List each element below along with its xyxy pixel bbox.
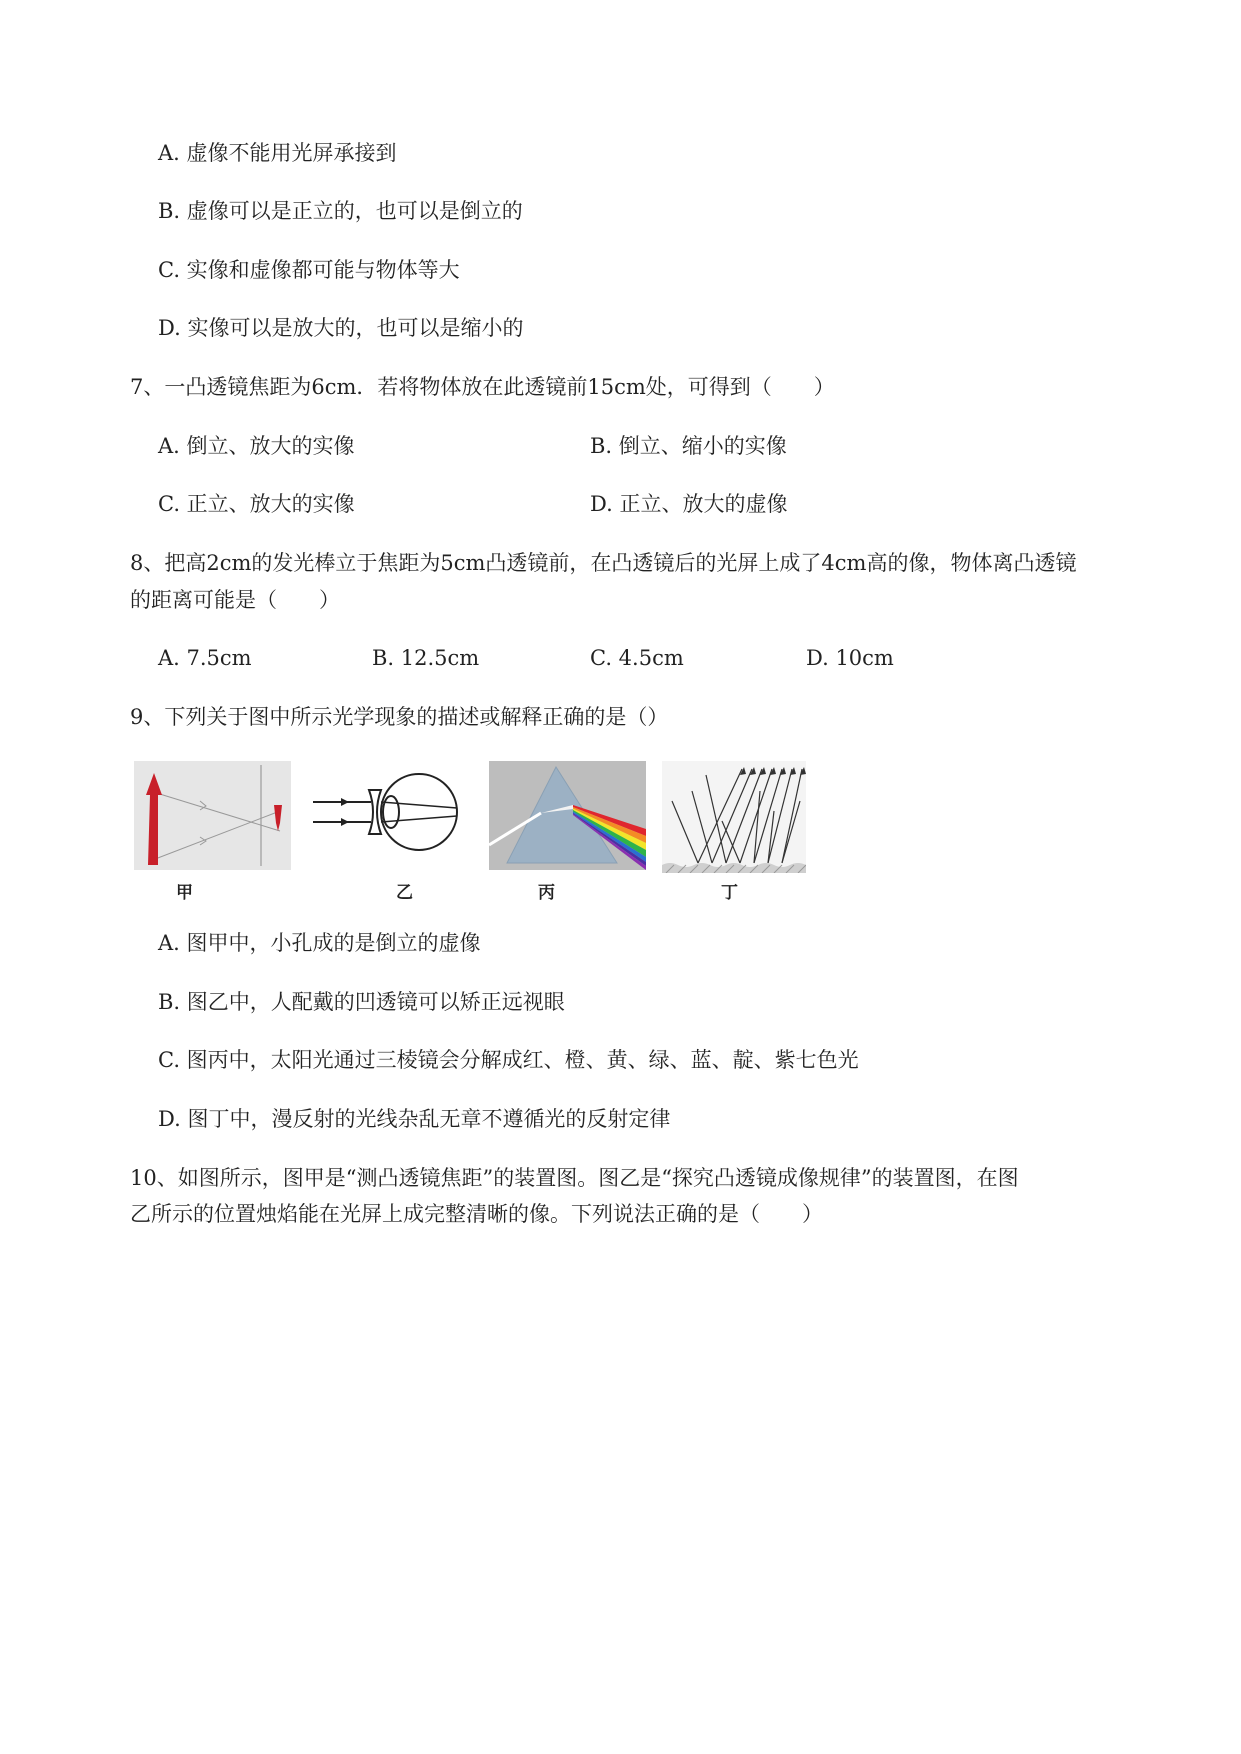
q7-option-b: B. 倒立、缩小的实像 — [590, 434, 787, 458]
figure-label-ding: 丁 — [721, 883, 738, 903]
figure-bing-prism — [489, 761, 646, 870]
q6-option-c: C. 实像和虚像都可能与物体等大 — [158, 258, 460, 282]
q9-stem: 9、下列关于图中所示光学现象的描述或解释正确的是（） — [130, 705, 669, 729]
q6-option-a: A. 虚像不能用光屏承接到 — [158, 141, 397, 165]
figure-label-bing: 丙 — [538, 883, 555, 903]
q8-stem-line1: 8、把高2cm的发光棒立于焦距为5cm凸透镜前，在凸透镜后的光屏上成了4cm高的像，物体离凸透镜 — [130, 551, 1077, 575]
q8-option-d: D. 10cm — [806, 646, 894, 670]
figure-ding-diffuse-reflection — [662, 761, 806, 873]
figure-jia-pinhole — [134, 761, 291, 870]
figure-yi-eye-lens — [311, 766, 461, 866]
q9-option-b: B. 图乙中，人配戴的凹透镜可以矫正远视眼 — [158, 990, 565, 1014]
q9-option-a: A. 图甲中，小孔成的是倒立的虚像 — [158, 931, 481, 955]
figure-label-yi: 乙 — [396, 883, 413, 903]
q6-option-b: B. 虚像可以是正立的，也可以是倒立的 — [158, 199, 523, 223]
q7-option-c: C. 正立、放大的实像 — [158, 492, 355, 516]
figure-label-jia: 甲 — [176, 883, 193, 903]
q10-stem-line1: 10、如图所示，图甲是“测凸透镜焦距”的装置图。图乙是“探究凸透镜成像规律”的装置图，在图 — [130, 1166, 1019, 1190]
q7-option-a: A. 倒立、放大的实像 — [158, 434, 355, 458]
q6-option-d: D. 实像可以是放大的，也可以是缩小的 — [158, 316, 524, 340]
q8-stem-line2: 的距离可能是（ ） — [130, 588, 340, 612]
q8-option-a: A. 7.5cm — [158, 646, 252, 670]
q8-option-b: B. 12.5cm — [372, 646, 480, 670]
q7-option-d: D. 正立、放大的虚像 — [590, 492, 788, 516]
q7-stem: 7、一凸透镜焦距为6cm．若将物体放在此透镜前15cm处，可得到（ ） — [130, 375, 835, 399]
q10-stem-line2: 乙所示的位置烛焰能在光屏上成完整清晰的像。下列说法正确的是（ ） — [130, 1202, 823, 1226]
q9-option-d: D. 图丁中，漫反射的光线杂乱无章不遵循光的反射定律 — [158, 1107, 671, 1131]
q9-option-c: C. 图丙中，太阳光通过三棱镜会分解成红、橙、黄、绿、蓝、靛、紫七色光 — [158, 1048, 859, 1072]
q8-option-c: C. 4.5cm — [590, 646, 684, 670]
